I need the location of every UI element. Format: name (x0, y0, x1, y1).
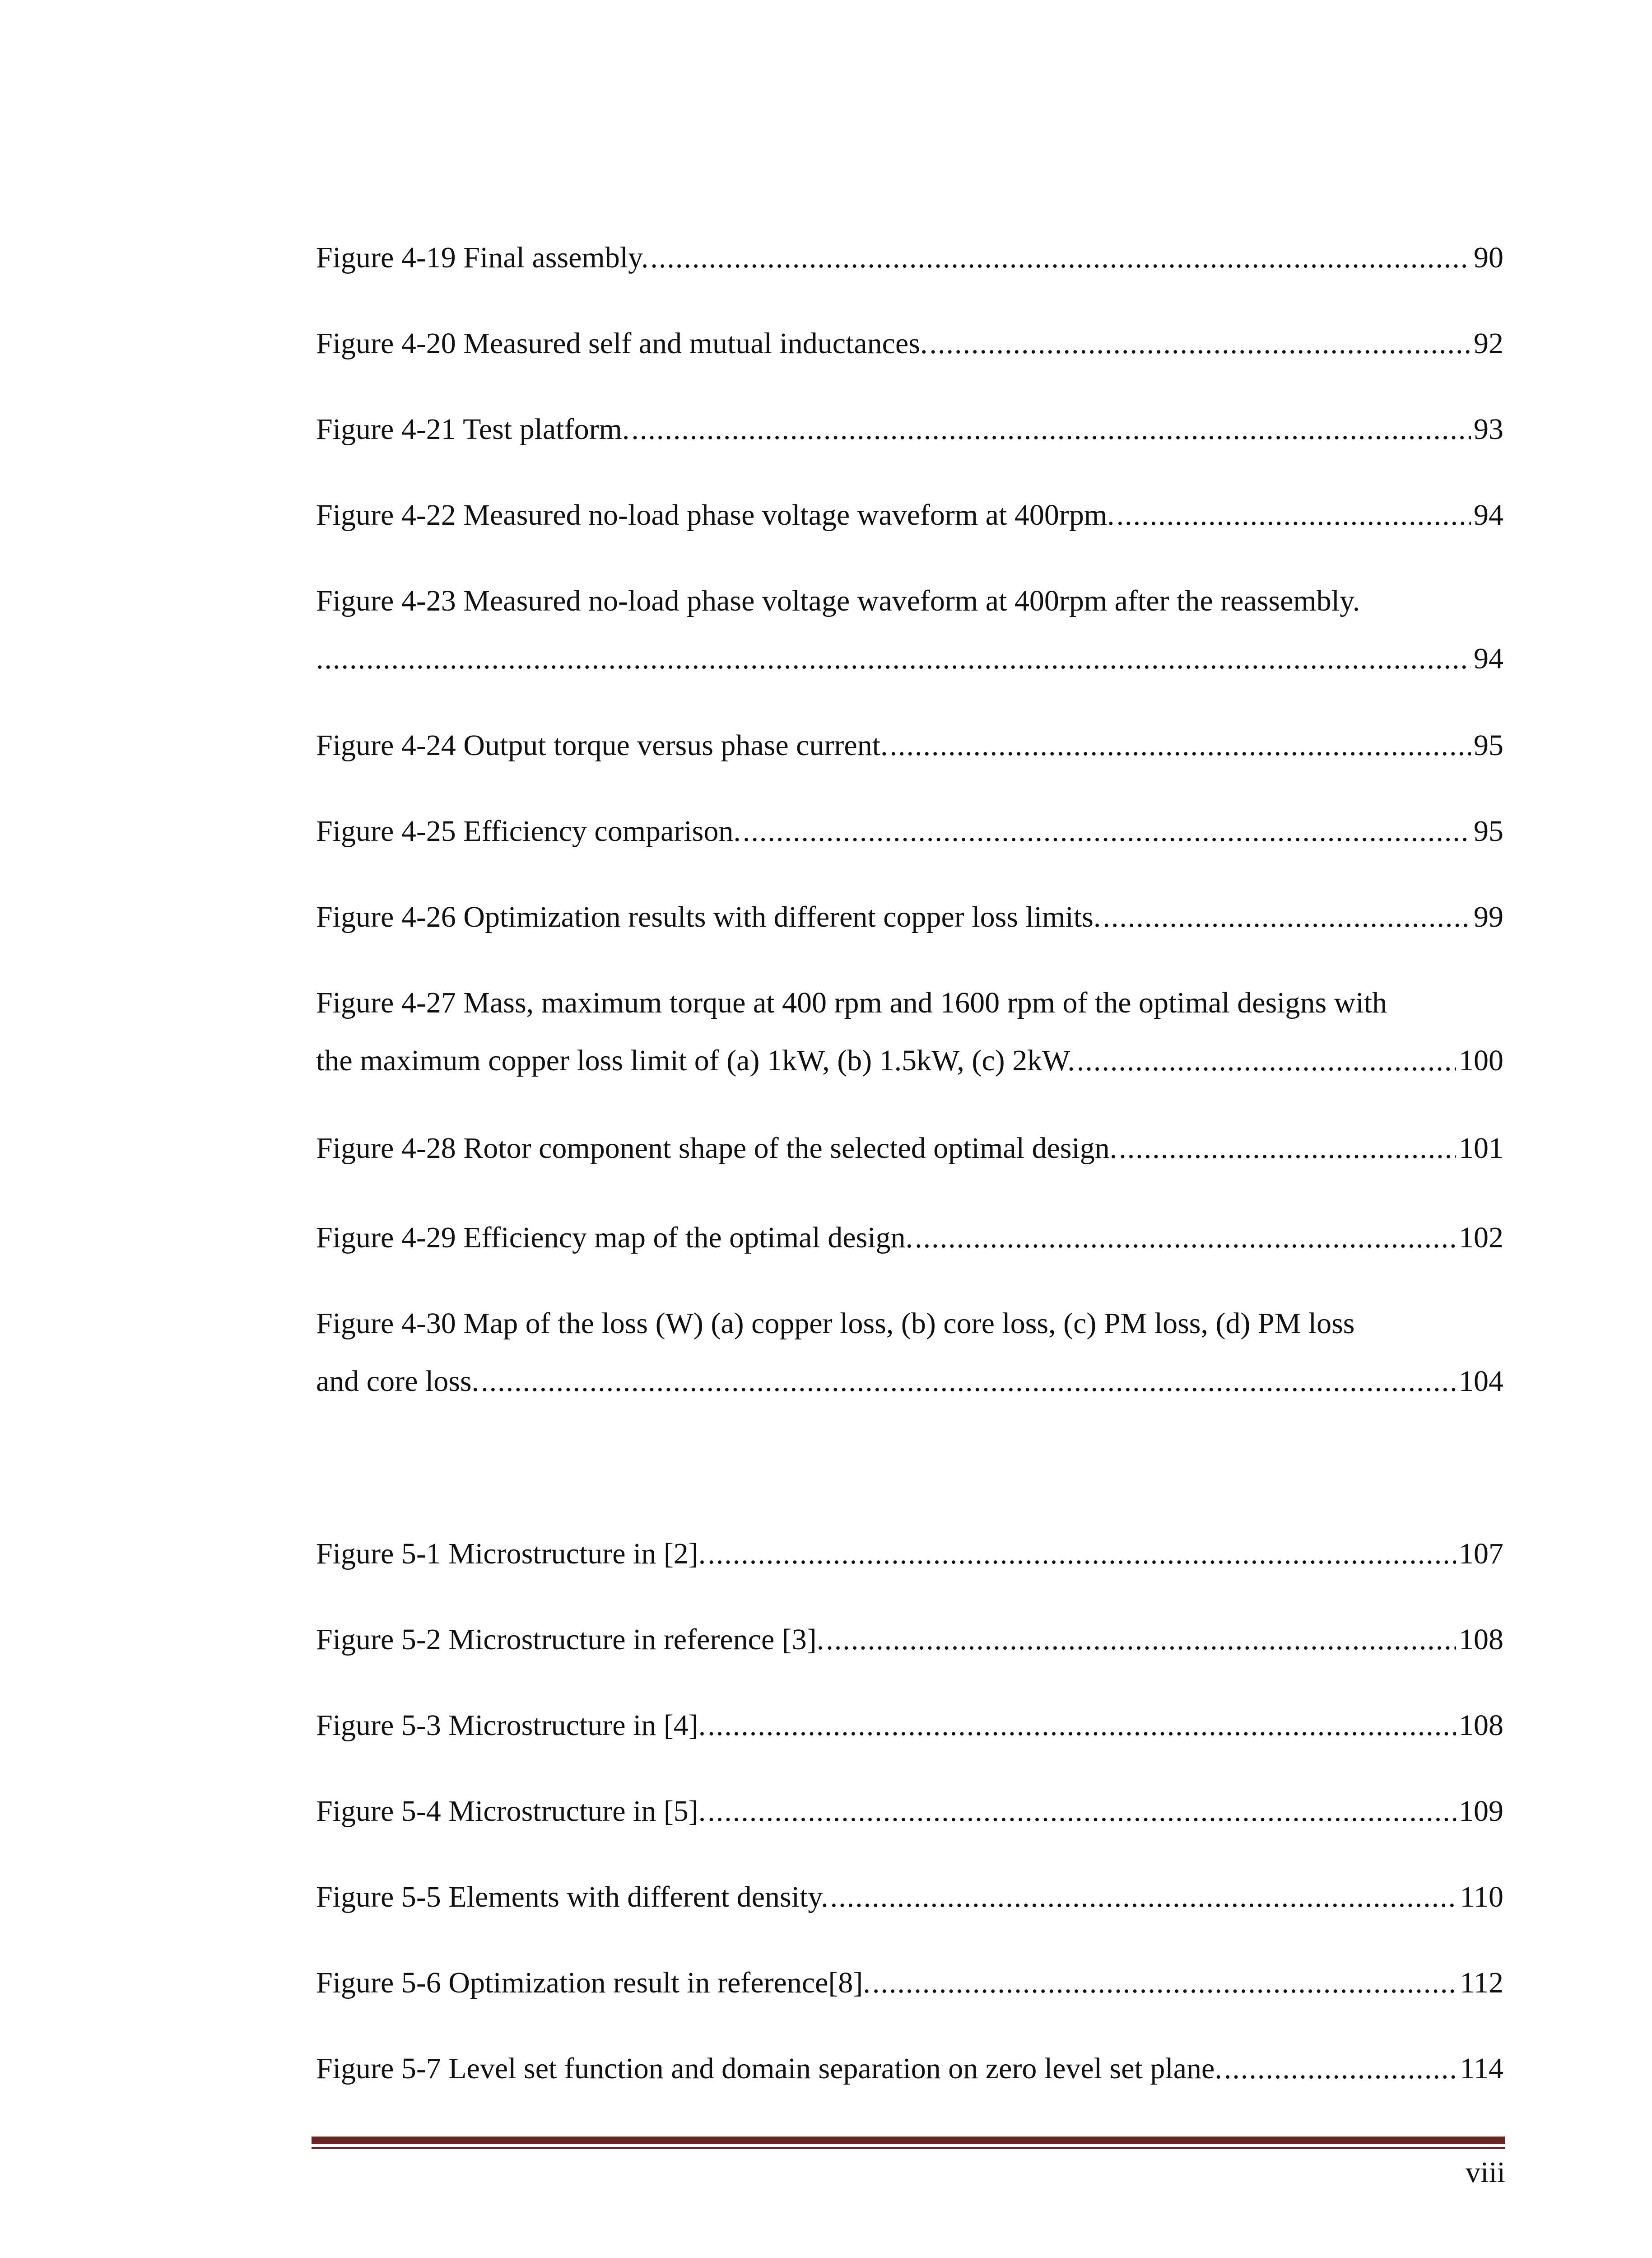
toc-page-number: 114 (1460, 2052, 1503, 2085)
toc-entry-label: Figure 5-7 Level set function and domain separation on zero level set plane. (316, 2052, 1222, 2085)
toc-entry-5-5[interactable] (316, 1882, 1503, 1912)
toc-entry-label: Figure 4-23 Measured no-load phase voltage waveform at 400rpm after the reassembly. (316, 584, 1360, 617)
toc-dot-leader (707, 1711, 1456, 1740)
toc-dot-leader (1119, 1134, 1456, 1163)
toc-entry-4-23[interactable] (316, 586, 1503, 674)
toc-entry-label: Figure 4-21 Test platform. (316, 413, 630, 446)
toc-dot-leader (830, 1882, 1457, 1912)
toc-entry-5-7[interactable] (316, 2054, 1503, 2084)
toc-page-number: 95 (1474, 815, 1503, 848)
footer-rule-thin (312, 2147, 1505, 2149)
toc-entry-label: Figure 4-27 Mass, maximum torque at 400 rpm and 1600 rpm of the optimal designs with (316, 986, 1387, 1019)
toc-page-number: 108 (1459, 1623, 1503, 1656)
toc-dot-leader (826, 1625, 1456, 1655)
toc-page-number: 92 (1474, 327, 1503, 360)
toc-dot-leader (707, 1796, 1456, 1826)
toc-entry-5-3[interactable] (316, 1711, 1503, 1740)
toc-page-number: 99 (1474, 900, 1503, 933)
toc-dot-leader (890, 731, 1471, 760)
toc-page-number: 110 (1460, 1880, 1503, 1913)
toc-dot-leader (650, 243, 1471, 273)
toc-page-number: 93 (1474, 413, 1503, 446)
toc-page-number: 100 (1459, 1044, 1503, 1077)
toc-entry-5-2[interactable] (316, 1625, 1503, 1655)
toc-dot-leader (481, 1367, 1456, 1396)
toc-dot-leader (1103, 902, 1471, 932)
toc-dot-leader (631, 415, 1471, 444)
toc-page-number: 107 (1459, 1537, 1503, 1570)
toc-entry-4-24[interactable] (316, 731, 1503, 760)
toc-entry-4-28[interactable] (316, 1134, 1503, 1163)
toc-page-number: 94 (1474, 499, 1503, 532)
toc-entry-4-19[interactable] (316, 243, 1503, 273)
toc-page-number: 90 (1474, 241, 1503, 274)
toc-page-number: 112 (1460, 1966, 1503, 1999)
toc-entry-4-20[interactable] (316, 329, 1503, 359)
toc-page-number: 102 (1459, 1221, 1503, 1254)
toc-dot-leader (872, 1968, 1457, 1998)
toc-entry-4-22[interactable] (316, 500, 1503, 530)
toc-page-number: 95 (1474, 729, 1503, 762)
toc-entry-label: Figure 5-3 Microstructure in [4]. (316, 1709, 706, 1742)
toc-entry-4-27[interactable] (316, 988, 1503, 1076)
toc-page-number: 104 (1459, 1365, 1503, 1398)
toc-entry-label: Figure 4-22 Measured no-load phase voltage waveform at 400rpm. (316, 499, 1115, 532)
footer-page-number: viii (1465, 2156, 1505, 2189)
toc-entry-4-21[interactable] (316, 415, 1503, 444)
toc-page-number: 94 (1474, 642, 1503, 675)
toc-entry-label: Figure 4-30 Map of the loss (W) (a) copper loss, (b) core loss, (c) PM loss, (d) PM loss (316, 1307, 1355, 1340)
toc-entry-5-1[interactable] (316, 1539, 1503, 1569)
toc-entry-5-6[interactable] (316, 1968, 1503, 1998)
toc-dot-leader (743, 816, 1471, 846)
toc-dot-leader (707, 1539, 1456, 1569)
toc-dot-leader (1117, 500, 1471, 530)
footer-rule-thick (312, 2137, 1505, 2144)
toc-entry-label: Figure 5-5 Elements with different density. (316, 1880, 828, 1913)
toc-entry-label: Figure 4-19 Final assembly. (316, 241, 649, 274)
toc-entry-label: Figure 5-6 Optimization result in reference[8]. (316, 1966, 870, 1999)
toc-page-number: 109 (1459, 1795, 1503, 1828)
toc-entry-label: Figure 4-25 Efficiency comparison. (316, 815, 741, 848)
toc-page-number: 101 (1459, 1132, 1503, 1165)
toc-dot-leader (1077, 1046, 1456, 1076)
toc-dot-leader (316, 644, 1471, 674)
toc-page-number: 108 (1459, 1709, 1503, 1742)
toc-entry-4-25[interactable] (316, 816, 1503, 846)
toc-entry-label: Figure 5-1 Microstructure in [2]. (316, 1537, 706, 1570)
toc-entry-label: Figure 5-4 Microstructure in [5]. (316, 1795, 706, 1828)
toc-entry-label-continued: the maximum copper loss limit of (a) 1kW, (b) 1.5kW, (c) 2kW. (316, 1044, 1075, 1077)
toc-entry-label: Figure 4-28 Rotor component shape of the selected optimal design. (316, 1132, 1117, 1165)
toc-entry-5-4[interactable] (316, 1796, 1503, 1826)
toc-dot-leader (915, 1223, 1456, 1253)
toc-entry-4-29[interactable] (316, 1223, 1503, 1253)
toc-entry-4-30[interactable] (316, 1309, 1503, 1396)
toc-dot-leader (1224, 2054, 1457, 2084)
toc-entry-4-26[interactable] (316, 902, 1503, 932)
toc-entry-label: Figure 4-20 Measured self and mutual inductances. (316, 327, 928, 360)
toc-entry-label: Figure 4-26 Optimization results with different copper loss limits. (316, 900, 1101, 933)
toc-entry-label: Figure 4-29 Efficiency map of the optimal design. (316, 1221, 913, 1254)
toc-entry-label: Figure 5-2 Microstructure in reference [3]. (316, 1623, 824, 1656)
toc-entry-label-continued: and core loss. (316, 1365, 479, 1398)
toc-entry-label: Figure 4-24 Output torque versus phase current. (316, 729, 888, 762)
toc-dot-leader (929, 329, 1471, 359)
